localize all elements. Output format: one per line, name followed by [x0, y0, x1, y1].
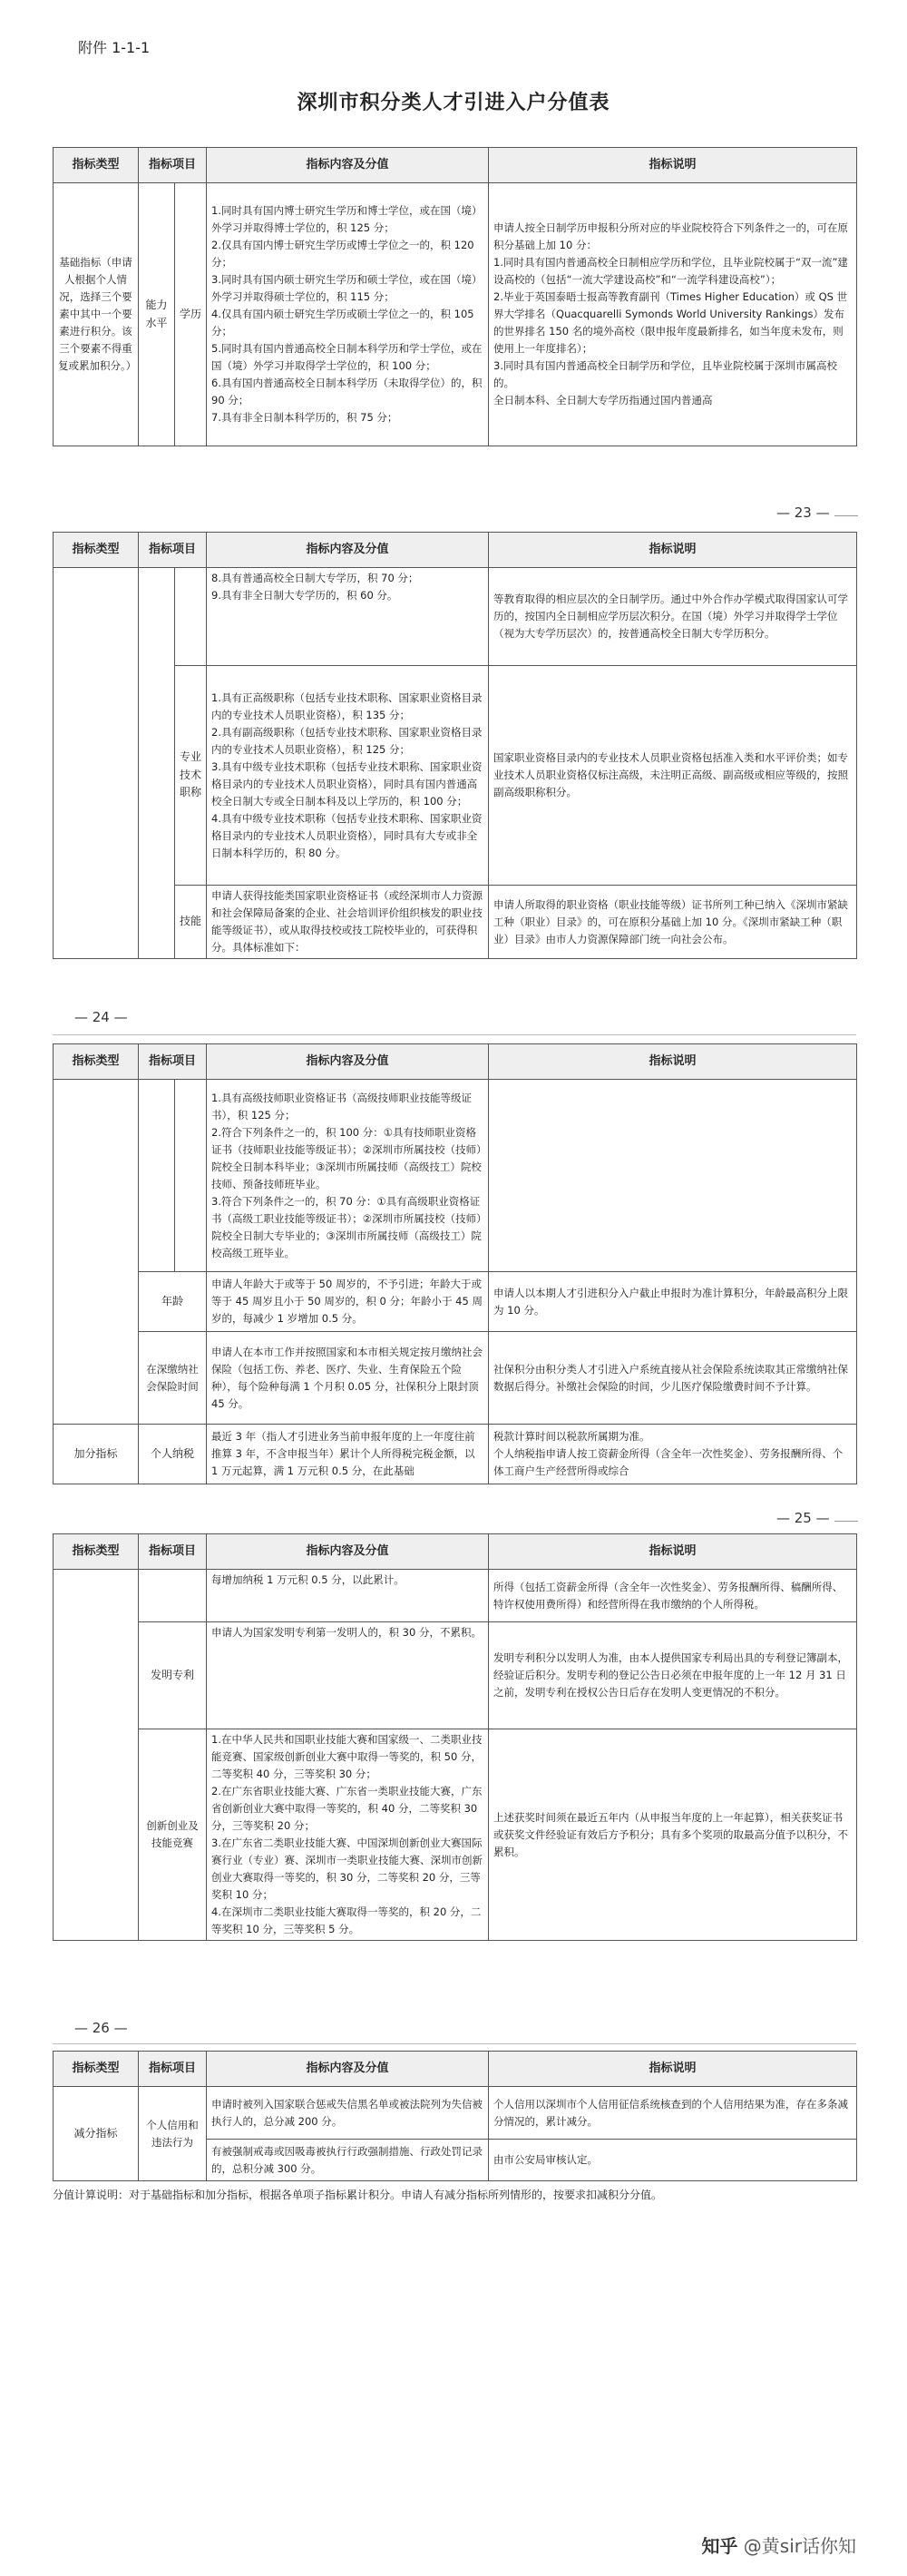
- empty-type-cell: [54, 1080, 139, 1425]
- education-content: 1.同时具有国内博士研究生学历和博士学位，或在国（境）外学习并取得博士学位的，积 125 分； 2.仅具有国内博士研究生学历或博士学位之一的，积 120 分； 3.同时具有国内硕士研究生学历和硕士学位，或在国（境）外学习并取得硕士学位的，积 115 分； 4.仅具有国内硕士研究生学历或硕士学位之一的，积 105 分； 5.同时具有国内普通高校全日制本科学历和学士学位，或在国（境）外学习并取得学士学位的，积 100 分； 6.具有国内普通高校全日制本科学历（未取得学位）的，积 90 分； 7.具有非全日制本科学历的，积 75 分；: [207, 183, 489, 446]
- score-table-part-1: [53, 147, 857, 446]
- author-handle: @黄sir话你知: [743, 2535, 856, 2557]
- header-desc: 指标说明: [489, 148, 857, 183]
- skill-content: 申请人获得技能类国家职业资格证书（或经深圳市人力资源和社会保障局备案的企业、社会培训评价组织核发的职业技能等级证书），或从取得技校或技工院校毕业的，可获得积分。具体标准如下：: [207, 886, 489, 959]
- header-item: 指标项目: [139, 148, 207, 183]
- calculation-note: 分值计算说明：对于基础指标和加分指标，根据各单项子指标累计积分。申请人有减分指标所列情形的，按要求扣减积分分值。: [53, 2189, 663, 2201]
- social-insurance-content: 申请人在本市工作并按照国家和本市相关规定按月缴纳社会保险（包括工伤、养老、医疗、失业、生育保险五个险种），每个险种每满 1 个月积 0.05 分，社保积分上限封顶 45 分。: [207, 1332, 489, 1425]
- basic-indicator-type: 基础指标（申请人根据个人情况，选择三个要素中其中一个要素进行积分。该三个要素不得重复或累加积分。）: [54, 183, 139, 446]
- skill-levels-desc: [489, 1080, 857, 1272]
- score-table-part-4: [53, 1533, 857, 1941]
- empty-sub-cell: [175, 1080, 207, 1272]
- age-item: 年龄: [139, 1272, 207, 1332]
- title-subitem: 专业技术职称: [175, 666, 207, 886]
- competition-desc: 上述获奖时间须在最近五年内（从申报当年度的上一年起算），相关获奖证书或获奖文件经验证有效后方予积分；具有多个奖项的取最高分值予以积分，不累积。: [489, 1729, 857, 1941]
- header-desc: 指标说明: [489, 1044, 857, 1080]
- patent-content: 申请人为国家发明专利第一发明人的，积 30 分，不累积。: [207, 1622, 489, 1729]
- education-desc: 申请人按全日制学历申报积分所对应的毕业院校符合下列条件之一的，可在原积分基础上加 10 分： 1.同时具有国内普通高校全日制相应学历和学位，且毕业院校属于“双一流”建设高校的（包括“一流大学建设高校”和“一流学科建设高校”）； 2.毕业于英国泰晤士报高等教育副刊（Times Higher Education）或 QS 世界大学排名（Quacquarelli Symonds World University Rankings）发布的世界排名 150 名的境外高校（限申报年度最新排名，如当年度未发布，则使用上一年度排名）； 3.同时具有国内普通高校全日制学历和学位，且毕业院校属于深圳市属高校的。 全日制本科、全日制大专学历指通过国内普通高: [489, 183, 857, 446]
- header-type: 指标类型: [54, 1534, 139, 1570]
- credit-desc: 个人信用以深圳市个人信用征信系统核查到的个人信用结果为准，存在多条减分情况的，累计减分。: [489, 2087, 857, 2140]
- page-number-24: — 24 —: [74, 1009, 128, 1025]
- header-item: 指标项目: [139, 1044, 207, 1080]
- header-desc: 指标说明: [489, 1534, 857, 1570]
- header-content: 指标内容及分值: [207, 533, 489, 568]
- competition-item: 创新创业及技能竞赛: [139, 1729, 207, 1941]
- drug-desc: 由市公安局审核认定。: [489, 2140, 857, 2181]
- tax-content: 最近 3 年（指人才引进业务当前申报年度的上一年度往前推算 3 年，不含申报当年）累计个人所得税完税金额，以 1 万元起算，满 1 万元积 0.5 分，在此基础: [207, 1425, 489, 1484]
- ability-item: 能力水平: [139, 183, 175, 446]
- patent-desc: 发明专利积分以发明人为准，由本人提供国家专利局出具的专利登记簿副本，经验证后积分。发明专利的登记公告日必须在申报年度的上一年 12 月 31 日之前，发明专利在授权公告日后存在发明人变更情况的不积分。: [489, 1622, 857, 1729]
- page-number-25: — 25 —: [776, 1510, 830, 1526]
- tax-desc: 税款计算时间以税款所属期为准。 个人纳税指申请人按工资薪金所得（含全年一次性奖金）、劳务报酬所得、个体工商户生产经营所得或综合: [489, 1425, 857, 1484]
- drug-content: 有被强制戒毒或因吸毒被执行行政强制措施、行政处罚记录的，总积分减 300 分。: [207, 2140, 489, 2181]
- junior-college-desc: 等教育取得的相应层次的全日制学历。通过中外合作办学模式取得国家认可学历的，按国内全日制相应学历层次积分。在国（境）外学习并取得学士学位（视为大专学历层次）的，按普通高校全日制大专学历积分。: [489, 568, 857, 666]
- credit-item: 个人信用和违法行为: [139, 2087, 207, 2181]
- title-content: 1.具有正高级职称（包括专业技术职称、国家职业资格目录内的专业技术人员职业资格），积 135 分； 2.具有副高级职称（包括专业技术职称、国家职业资格目录内的专业技术人员职业资格），积 125 分； 3.具有中级专业技术职称（包括专业技术职称、国家职业资格目录内的专业技术人员职业资格），同时具有国内普通高校全日制大专或全日制本科及以上学历的，积 100 分； 4.具有中级专业技术职称（包括专业技术职称、国家职业资格目录内的专业技术人员职业资格），同时具有大专或非全日制本科学历的，积 80 分。: [207, 666, 489, 886]
- zhihu-brand: 知乎: [701, 2535, 738, 2557]
- page-rule: [834, 1521, 858, 1522]
- social-insurance-item: 在深缴纳社会保险时间: [139, 1332, 207, 1425]
- tax-continue-desc: 所得（包括工资薪金所得（含全年一次性奖金）、劳务报酬所得、稿酬所得、特许权使用费所得）和经营所得在我市缴纳的个人所得税。: [489, 1570, 857, 1622]
- header-type: 指标类型: [54, 533, 139, 568]
- score-table-part-2: [53, 532, 857, 959]
- age-desc: 申请人以本期人才引进积分入户截止申报时为准计算积分，年龄最高积分上限为 10 分。: [489, 1272, 857, 1332]
- header-type: 指标类型: [54, 148, 139, 183]
- header-item: 指标项目: [139, 1534, 207, 1570]
- tax-continue-content: 每增加纳税 1 万元积 0.5 分，以此累计。: [207, 1570, 489, 1622]
- skill-desc: 申请人所取得的职业资格（职业技能等级）证书所列工种已纳入《深圳市紧缺工种（职业）目录》的，可在原积分基础上加 10 分。《深圳市紧缺工种（职业）目录》由市人力资源保障部门统一向社会公布。: [489, 886, 857, 959]
- bonus-indicator-type: 加分指标: [54, 1425, 139, 1484]
- education-subitem: 学历: [175, 183, 207, 446]
- page-rule: [53, 1034, 856, 1035]
- empty-sub-cell: [175, 568, 207, 666]
- social-insurance-desc: 社保积分由积分类人才引进入户系统直接从社会保险系统读取其正常缴纳社保数据后得分。补缴社会保险的时间，少儿医疗保险缴费时间不予计算。: [489, 1332, 857, 1425]
- header-item: 指标项目: [139, 2052, 207, 2087]
- page-rule: [834, 515, 858, 516]
- deduction-indicator-type: 减分指标: [54, 2087, 139, 2181]
- empty-type-cell: [54, 1570, 139, 1941]
- header-content: 指标内容及分值: [207, 1534, 489, 1570]
- title-desc: 国家职业资格目录内的专业技术人员职业资格包括准入类和水平评价类；如专业技术人员职业资格仅标注高级，未注明正高级、副高级或相应等级的，按照副高级职称积分。: [489, 666, 857, 886]
- competition-content: 1.在中华人民共和国职业技能大赛和国家级一、二类职业技能竞赛、国家级创新创业大赛中取得一等奖的，积 50 分，二等奖积 40 分，三等奖积 30 分； 2.在广东省职业技能大赛、广东省一类职业技能大赛，广东省创新创业大赛中取得一等奖的，积 40 分，二等奖积 30 分，三等奖积 20 分； 3.在广东省二类职业技能大赛、中国深圳创新创业大赛国际赛行业（专业）赛、深圳市一类职业技能大赛、深圳市创新创业大赛取得一等奖的，积 30 分，二等奖积 20 分，三等奖积 10 分； 4.在深圳市二类职业技能大赛取得一等奖的，积 20 分，二等奖积 10 分，三等奖积 5 分。: [207, 1729, 489, 1941]
- header-type: 指标类型: [54, 2052, 139, 2087]
- empty-item-cell: [139, 1080, 175, 1272]
- watermark: [701, 2532, 856, 2558]
- header-desc: 指标说明: [489, 2052, 857, 2087]
- header-content: 指标内容及分值: [207, 1044, 489, 1080]
- score-table-part-5: [53, 2051, 857, 2181]
- score-table-part-3: [53, 1043, 857, 1484]
- credit-content: 申请时被列入国家联合惩戒失信黑名单或被法院列为失信被执行人的，总分减 200 分。: [207, 2087, 489, 2140]
- skill-levels-content: 1.具有高级技师职业资格证书（高级技师职业技能等级证书），积 125 分； 2.符合下列条件之一的，积 100 分：①具有技师职业资格证书（技师职业技能等级证书）；②深圳市所属技校（技师）院校全日制本科毕业；③深圳市所属技师（高级技工）院校技师、预备技师班毕业。 3.符合下列条件之一的，积 70 分：①具有高级职业资格证书（高级工职业技能等级证书）；②深圳市所属技校（技师）院校全日制大专毕业的；③深圳市所属技师（高级技工）院校高级工班毕业。: [207, 1080, 489, 1272]
- skill-subitem: 技能: [175, 886, 207, 959]
- header-type: 指标类型: [54, 1044, 139, 1080]
- empty-type-cell: [54, 568, 139, 959]
- empty-item-cell: [139, 1570, 207, 1622]
- patent-item: 发明专利: [139, 1622, 207, 1729]
- annex-label: 附件 1-1-1: [78, 39, 151, 56]
- header-content: 指标内容及分值: [207, 2052, 489, 2087]
- tax-item: 个人纳税: [139, 1425, 207, 1484]
- page-title: 深圳市积分类人才引进入户分值表: [297, 92, 610, 114]
- header-desc: 指标说明: [489, 533, 857, 568]
- page-number-26: — 26 —: [74, 2020, 128, 2036]
- age-content: 申请人年龄大于或等于 50 周岁的，不予引进；年龄大于或等于 45 周岁且小于 50 周岁的，积 0 分；年龄小于 45 周岁的，每减少 1 岁增加 0.5 分。: [207, 1272, 489, 1332]
- junior-college-content: 8.具有普通高校全日制大专学历，积 70 分； 9.具有非全日制大专学历的，积 60 分。: [207, 568, 489, 666]
- header-content: 指标内容及分值: [207, 148, 489, 183]
- page-rule: [53, 2043, 856, 2044]
- page-number-23: — 23 —: [776, 504, 830, 521]
- empty-item-cell: [139, 568, 175, 959]
- header-item: 指标项目: [139, 533, 207, 568]
